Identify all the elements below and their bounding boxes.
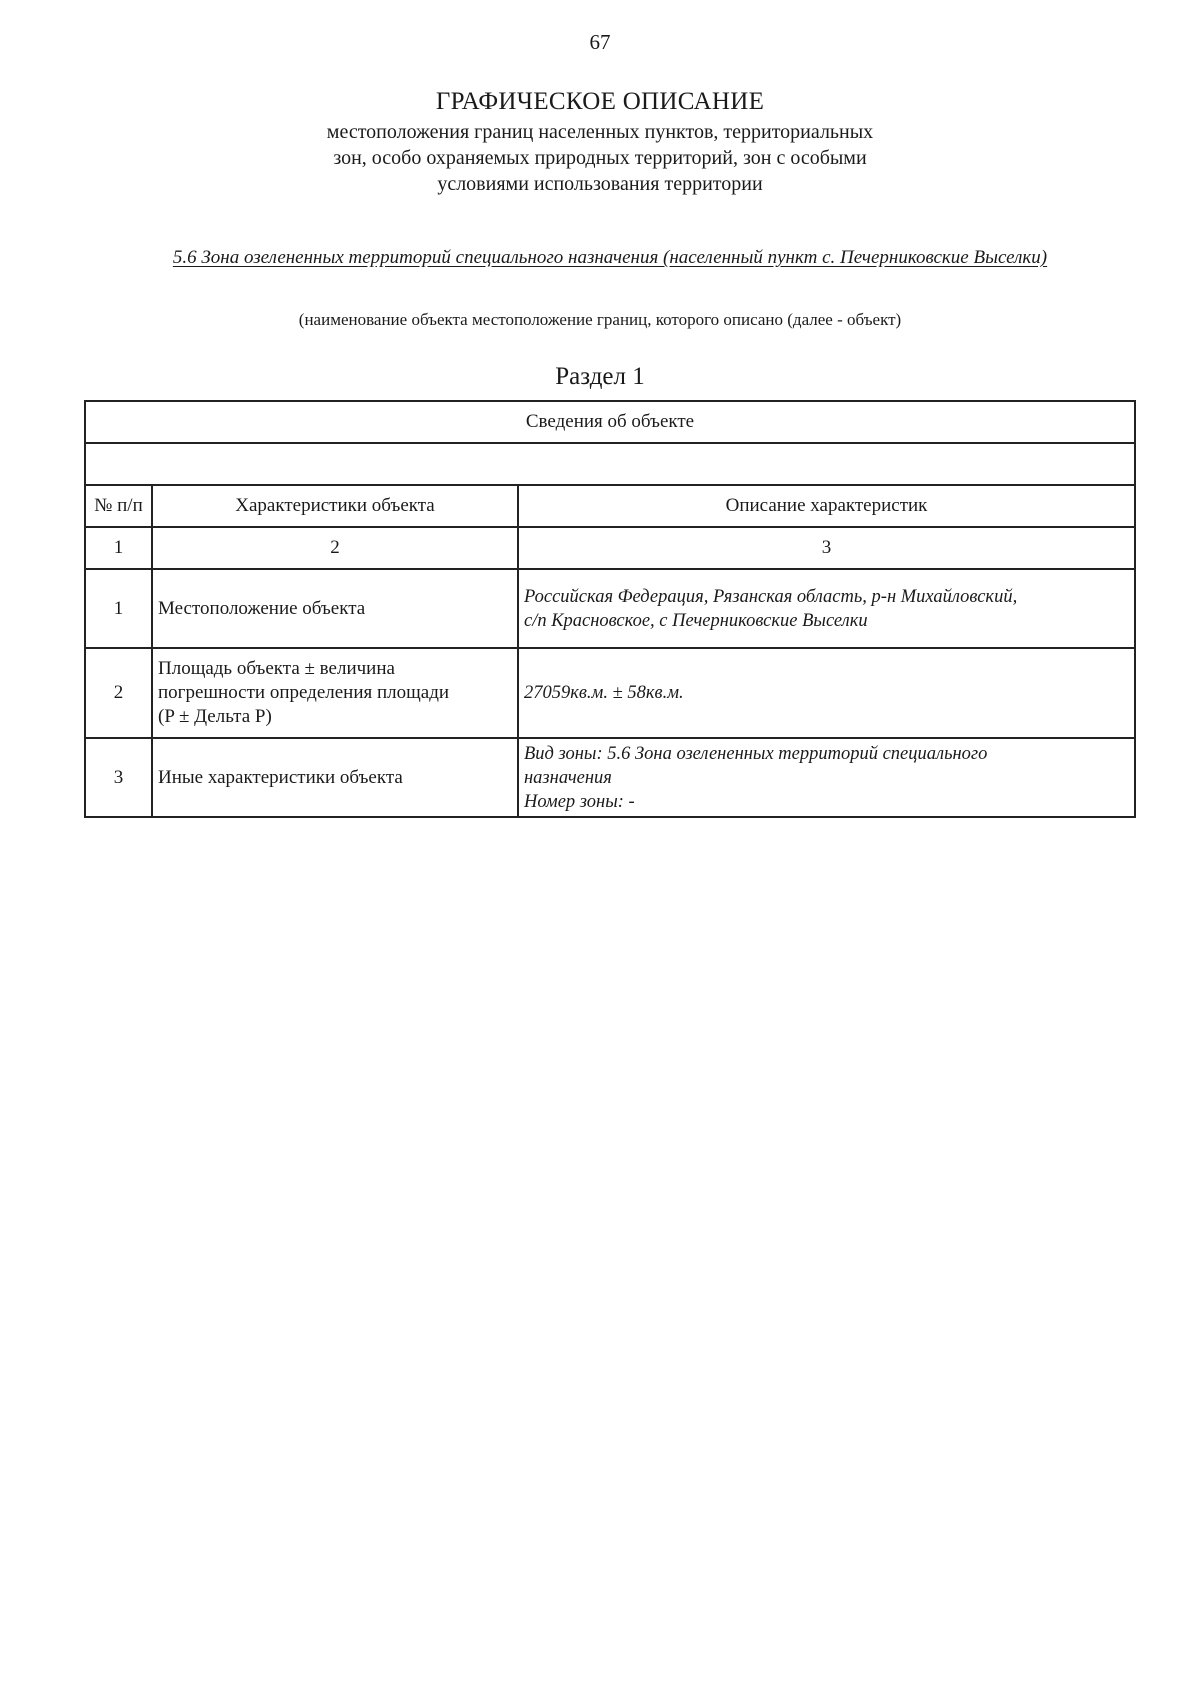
column-number: 3: [518, 527, 1135, 569]
table-empty-row: [85, 443, 1135, 485]
column-number: 2: [152, 527, 518, 569]
empty-cell: [85, 443, 1135, 485]
table-header-row: [85, 485, 1135, 527]
column-number: 1: [85, 527, 152, 569]
row-description: [518, 648, 1135, 738]
row-characteristic: [152, 569, 518, 648]
row-number: 2: [85, 648, 152, 738]
characteristic-line: Иные характеристики объекта: [158, 766, 403, 788]
table-row: [85, 648, 1135, 738]
row-characteristic: [152, 648, 518, 738]
header-characteristic: Характеристики объекта: [152, 485, 518, 527]
document-subtitle: [0, 119, 1200, 197]
object-name-caption: (наименование объекта местоположение границ, которого описано (далее - объект): [298, 310, 902, 329]
row-characteristic: [152, 738, 518, 817]
section-title: Раздел 1: [555, 363, 645, 390]
row-number: 3: [85, 738, 152, 817]
object-name: 5.6 Зона озелененных территорий специального назначения (населенный пункт с. Печерниковские Выселки): [172, 247, 1048, 268]
row-description: [518, 569, 1135, 648]
description-line: Вид зоны: 5.6 Зона озелененных территорий специального: [524, 743, 988, 764]
object-info-table: [84, 400, 1136, 818]
table-title-row: [85, 401, 1135, 443]
characteristic-line: (P ± Дельта P): [158, 706, 272, 727]
subtitle-line: зон, особо охраняемых природных территорий, зон с особыми: [333, 147, 867, 169]
characteristic-line: Местоположение объекта: [158, 597, 366, 619]
column-number-row: [85, 527, 1135, 569]
description-line: Номер зоны: -: [524, 791, 635, 812]
description-line: с/п Красновское, с Печерниковские Выселки: [524, 610, 868, 631]
description-line: Российская Федерация, Рязанская область, р-н Михайловский,: [524, 586, 1018, 607]
row-description: [518, 738, 1135, 817]
row-number: 1: [85, 569, 152, 648]
description-line: назначения: [524, 767, 612, 788]
header-number: № п/п: [85, 485, 152, 527]
characteristic-line: погрешности определения площади: [158, 682, 450, 703]
header-description: Описание характеристик: [518, 485, 1135, 527]
document-title: ГРАФИЧЕСКОЕ ОПИСАНИЕ: [435, 88, 765, 115]
table-row: [85, 569, 1135, 648]
description-line: 27059кв.м. ± 58кв.м.: [524, 683, 684, 703]
table-title: Сведения об объекте: [85, 401, 1135, 443]
table-row: [85, 738, 1135, 817]
subtitle-line: условиями использования территории: [437, 173, 763, 195]
page-number: 67: [589, 30, 611, 54]
subtitle-line: местоположения границ населенных пунктов, территориальных: [326, 121, 874, 143]
characteristic-line: Площадь объекта ± величина: [158, 658, 395, 679]
